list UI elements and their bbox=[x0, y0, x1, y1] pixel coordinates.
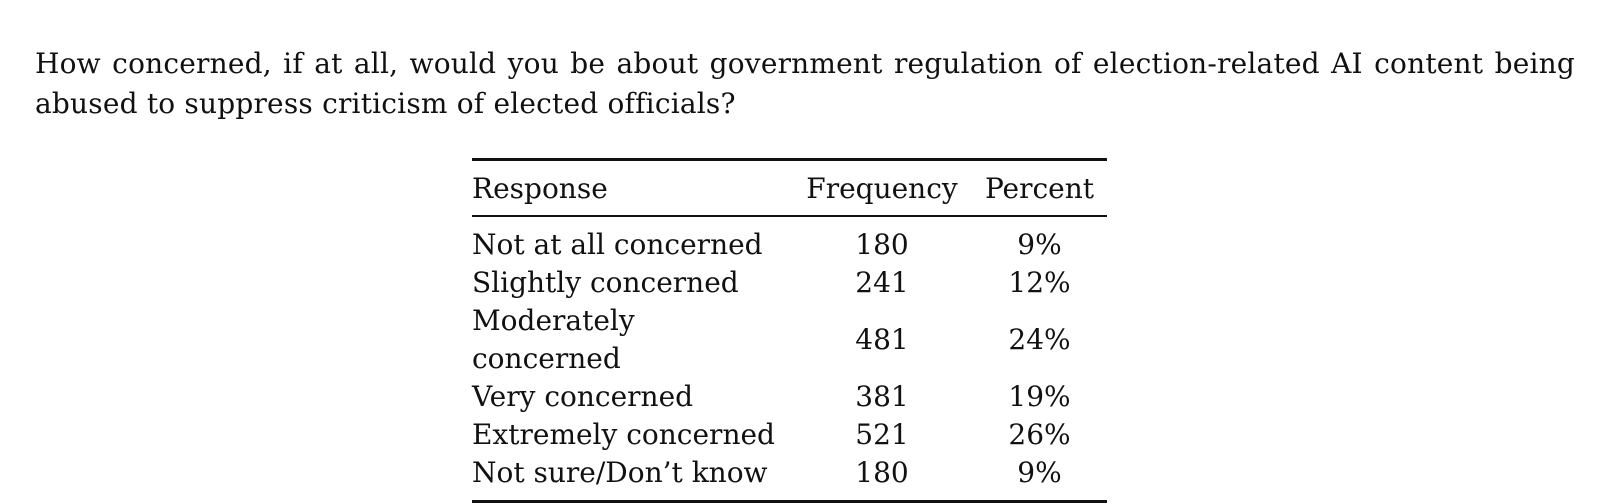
cell-percent: 24% bbox=[1008, 323, 1071, 356]
cell-frequency: 521 bbox=[855, 418, 909, 451]
results-table-container bbox=[472, 158, 1107, 503]
results-table bbox=[472, 158, 1107, 503]
survey-question: How concerned, if at all, would you be about government regulation of election-related AI content being abused to suppress criticism of elected officials? bbox=[35, 47, 1575, 120]
table-row bbox=[472, 216, 1107, 264]
cell-frequency: 180 bbox=[855, 228, 909, 261]
header-row bbox=[472, 160, 1107, 217]
table-body bbox=[472, 216, 1107, 502]
table-row bbox=[472, 264, 1107, 302]
cell-frequency: 241 bbox=[855, 266, 909, 299]
cell-percent: 9% bbox=[1017, 228, 1062, 261]
cell-response: Slightly concerned bbox=[472, 266, 739, 299]
cell-frequency: 381 bbox=[855, 380, 909, 413]
cell-frequency: 180 bbox=[855, 456, 909, 489]
cell-percent: 26% bbox=[1008, 418, 1071, 451]
cell-response: Very concerned bbox=[472, 380, 694, 413]
header-frequency: Frequency bbox=[806, 171, 958, 205]
cell-frequency: 481 bbox=[855, 323, 909, 356]
table-row bbox=[472, 378, 1107, 416]
cell-percent: 19% bbox=[1008, 380, 1071, 413]
table-row bbox=[472, 454, 1107, 502]
table-row bbox=[472, 416, 1107, 454]
cell-percent: 9% bbox=[1017, 456, 1062, 489]
cell-response: Moderately concerned bbox=[472, 304, 635, 375]
header-percent: Percent bbox=[984, 171, 1095, 205]
cell-percent: 12% bbox=[1008, 266, 1071, 299]
header-response: Response bbox=[472, 171, 608, 205]
table-row bbox=[472, 302, 1107, 378]
table-header bbox=[472, 160, 1107, 217]
cell-response: Extremely concerned bbox=[472, 418, 775, 451]
cell-response: Not at all concerned bbox=[472, 228, 763, 261]
cell-response: Not sure/Don’t know bbox=[472, 456, 768, 489]
